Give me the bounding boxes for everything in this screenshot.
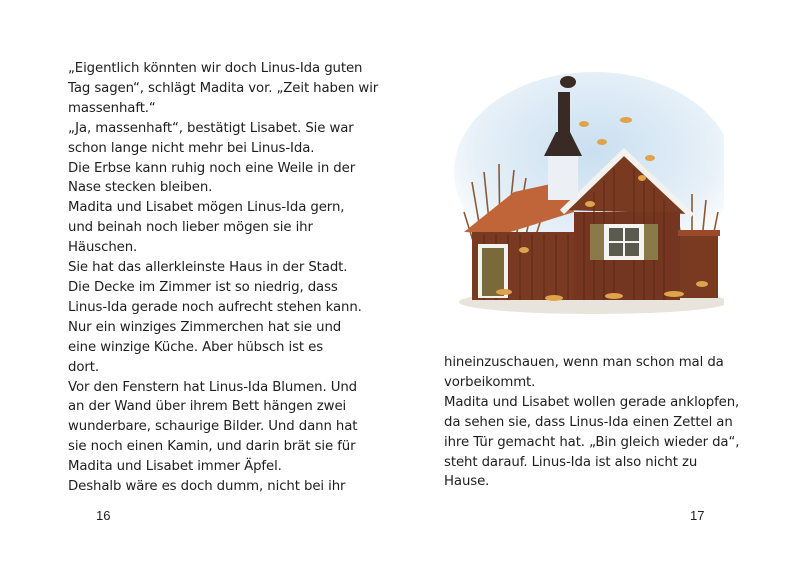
text-line: Madita und Lisabet mögen Linus-Ida gern,	[68, 200, 345, 216]
text-line: „Ja, massenhaft“, bestätigt Lisabet. Sie war	[68, 120, 354, 136]
text-line: Tag sagen“, schlägt Madita vor. „Zeit haben wir	[68, 80, 379, 96]
text-line: Häuschen.	[68, 240, 138, 256]
text-line: „Eigentlich könnten wir doch Linus-Ida guten	[68, 61, 363, 76]
text-line: Deshalb wäre es doch dumm, nicht bei ihr	[68, 479, 346, 495]
text-line: dort.	[68, 359, 99, 375]
cottage-illustration	[444, 62, 724, 320]
text-line: Die Decke im Zimmer ist so niedrig, dass	[68, 279, 338, 295]
text-line: schon lange nicht mehr bei Linus-Ida.	[68, 140, 315, 156]
text-line: Nur ein winziges Zimmerchen hat sie und	[68, 319, 342, 335]
right-page	[400, 0, 800, 572]
text-line: Madita und Lisabet immer Äpfel.	[68, 459, 282, 475]
text-line: steht darauf. Linus-Ida ist also nicht zu	[444, 454, 698, 470]
text-line: da sehen sie, dass Linus-Ida einen Zettel an	[444, 414, 733, 430]
text-line: Madita und Lisabet wollen gerade anklopfen,	[444, 394, 740, 410]
text-line: Vor den Fenstern hat Linus-Ida Blumen. Und	[68, 379, 358, 395]
page-number-right: 17	[690, 508, 705, 523]
text-line: sie noch einen Kamin, und darin brät sie für	[68, 439, 356, 455]
text-line: an der Wand über ihrem Bett hängen zwei	[68, 399, 347, 415]
page-number-left: 16	[96, 508, 111, 523]
right-page-text	[444, 353, 739, 492]
text-line: Sie hat das allerkleinste Haus in der Stadt.	[68, 260, 348, 276]
text-line: ihre Tür gemacht hat. „Bin gleich wieder da“,	[444, 434, 740, 450]
left-page-text	[68, 59, 378, 497]
text-line: wunderbare, schaurige Bilder. Und dann hat	[68, 419, 358, 435]
text-line: Hause.	[444, 474, 490, 490]
text-line: eine winzige Küche. Aber hübsch ist es	[68, 339, 324, 355]
text-line: vorbeikommt.	[444, 374, 536, 390]
text-line: massenhaft.“	[68, 100, 156, 116]
text-line: Nase stecken bleiben.	[68, 180, 213, 196]
text-line: und beinah noch lieber mögen sie ihr	[68, 220, 313, 236]
text-line: Linus-Ida gerade noch aufrecht stehen kann.	[68, 299, 362, 315]
text-line: Die Erbse kann ruhig noch eine Weile in der	[68, 160, 356, 176]
text-line: hineinzuschauen, wenn man schon mal da	[444, 355, 724, 370]
